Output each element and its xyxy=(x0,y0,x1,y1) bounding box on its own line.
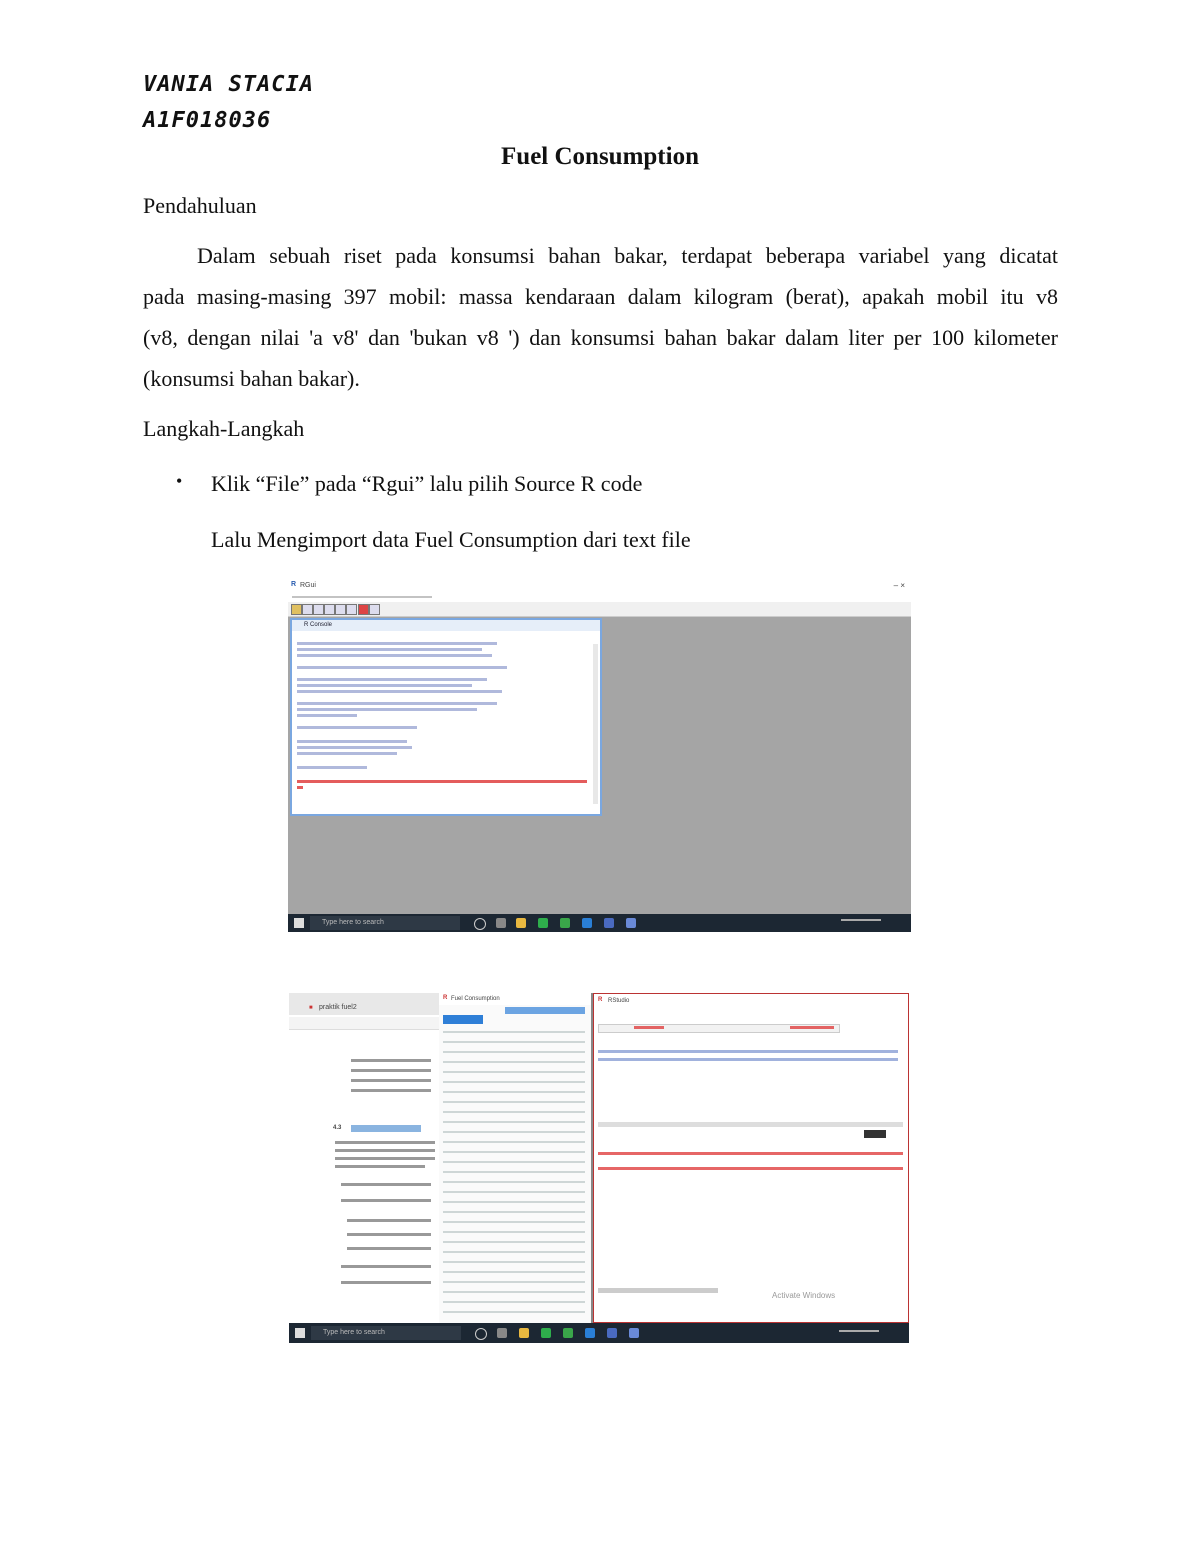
console-line xyxy=(297,752,397,755)
bullet-marker: • xyxy=(176,471,183,491)
console-line xyxy=(297,690,502,693)
pdf-text-line xyxy=(341,1281,431,1284)
load-workspace-icon xyxy=(302,604,313,615)
author-id: A1F018036 xyxy=(143,108,272,133)
fuel-data-viewer xyxy=(439,993,593,1323)
console-line xyxy=(297,740,407,743)
chrome-icon[interactable] xyxy=(560,918,570,928)
system-tray xyxy=(841,919,881,921)
task-view-icon[interactable] xyxy=(496,918,506,928)
data-row xyxy=(443,1051,585,1053)
data-row xyxy=(443,1241,585,1243)
browser-pane xyxy=(289,993,440,1323)
rgui-toolbar xyxy=(288,602,911,617)
step-1-subtext: Lalu Mengimport data Fuel Consumption dari text file xyxy=(211,527,691,552)
data-row xyxy=(443,1151,585,1153)
data-row xyxy=(443,1191,585,1193)
steps-heading: Langkah-Langkah xyxy=(143,416,305,441)
save-workspace-icon xyxy=(313,604,324,615)
r-logo-icon: R xyxy=(291,581,297,588)
data-row xyxy=(443,1231,585,1233)
pdf-text-line xyxy=(347,1233,431,1236)
console-line xyxy=(297,726,417,729)
console-command xyxy=(598,1152,903,1155)
rgui-screenshot xyxy=(288,580,911,932)
data-row xyxy=(443,1081,585,1083)
copy-paste-icon xyxy=(346,604,357,615)
data-viewer-title: Fuel Consumption xyxy=(451,996,500,1002)
word-icon[interactable] xyxy=(604,918,614,928)
file-explorer-icon[interactable] xyxy=(519,1328,529,1338)
data-viewer-titlebar xyxy=(439,993,591,1005)
pdf-text-line xyxy=(351,1079,431,1082)
print-icon xyxy=(369,604,380,615)
window-controls: – × xyxy=(893,581,905,590)
pdf-highlight xyxy=(351,1125,421,1132)
stop-icon xyxy=(358,604,369,615)
rgui-titlebar xyxy=(288,580,911,592)
browser-tabbar xyxy=(289,993,439,1015)
pdf-text-line xyxy=(335,1141,435,1144)
taskbar-search[interactable]: Type here to search xyxy=(310,916,460,930)
windows-start-icon[interactable] xyxy=(295,1328,305,1338)
toolbar-highlight[interactable] xyxy=(790,1026,834,1029)
data-row xyxy=(443,1311,585,1313)
data-row xyxy=(443,1131,585,1133)
pdf-text-line xyxy=(341,1265,431,1268)
selected-cell[interactable] xyxy=(443,1015,483,1024)
console-line xyxy=(297,684,472,687)
toolbar-highlight[interactable] xyxy=(634,1026,664,1029)
spotify-icon[interactable] xyxy=(538,918,548,928)
pdf-text-line xyxy=(341,1199,431,1202)
console-line xyxy=(297,714,357,717)
console-command-line xyxy=(297,780,587,783)
pdf-text-line xyxy=(335,1149,435,1152)
console-line xyxy=(297,746,412,749)
data-row xyxy=(443,1111,585,1113)
author-name: VANIA STACIA xyxy=(143,72,314,97)
pdf-text-line xyxy=(347,1247,431,1250)
data-row xyxy=(443,1041,585,1043)
r-logo-icon: R xyxy=(443,995,448,1001)
pdf-text-line xyxy=(351,1089,431,1092)
pdf-text-line xyxy=(351,1069,431,1072)
r-console-title: R Console xyxy=(292,620,600,631)
rstudio-titlebar xyxy=(594,994,908,1008)
data-row xyxy=(443,1291,585,1293)
pdf-text-line xyxy=(351,1059,431,1062)
pdf-text-line xyxy=(335,1165,425,1168)
edge-icon[interactable] xyxy=(585,1328,595,1338)
console-line xyxy=(297,642,497,645)
r-logo-icon: R xyxy=(598,997,603,1003)
data-row xyxy=(443,1271,585,1273)
intro-line-4: (konsumsi bahan bakar). xyxy=(143,366,360,391)
intro-line-1: Dalam sebuah riset pada konsumsi bahan bakar, terdapat beberapa variabel yang dicatat xyxy=(197,243,1058,268)
intro-line-2: pada masing-masing 397 mobil: massa kendaraan dalam kilogram (berat), apakah mobil itu v8 xyxy=(143,284,1058,309)
windows-start-icon[interactable] xyxy=(294,918,304,928)
console-line xyxy=(297,766,367,769)
taskbar-search[interactable]: Type here to search xyxy=(311,1326,461,1340)
data-row xyxy=(443,1211,585,1213)
pdf-section-number: 4.3 xyxy=(333,1125,342,1131)
document-title: Fuel Consumption xyxy=(501,143,699,170)
data-row xyxy=(443,1141,585,1143)
console-line xyxy=(297,666,507,669)
paste-icon xyxy=(335,604,346,615)
intro-line-3: (v8, dengan nilai 'a v8' dan 'bukan v8 ') dan konsumsi bahan bakar dalam liter per 100 kilometer xyxy=(143,325,1058,350)
data-row xyxy=(443,1261,585,1263)
data-row xyxy=(443,1101,585,1103)
intro-paragraph xyxy=(143,235,1058,399)
console-line xyxy=(297,678,487,681)
data-row xyxy=(443,1061,585,1063)
console-line xyxy=(297,702,497,705)
data-row xyxy=(443,1071,585,1073)
activate-windows-watermark: Activate Windows xyxy=(772,1291,836,1300)
rgui-taskbar-icon[interactable] xyxy=(629,1328,639,1338)
pdf-text-line xyxy=(341,1183,431,1186)
column-header[interactable] xyxy=(505,1007,585,1014)
console-button[interactable] xyxy=(864,1130,886,1138)
console-prompt xyxy=(297,786,303,789)
system-tray xyxy=(839,1330,879,1332)
script-line xyxy=(598,1058,898,1061)
data-row xyxy=(443,1301,585,1303)
console-command xyxy=(598,1167,903,1170)
open-script-icon xyxy=(291,604,302,615)
menu-items xyxy=(292,596,432,598)
word-icon[interactable] xyxy=(607,1328,617,1338)
fuel-data-screenshot xyxy=(289,993,909,1343)
rstudio-title: RStudio xyxy=(608,998,630,1004)
data-row xyxy=(443,1031,585,1033)
console-scrollbar[interactable] xyxy=(598,1288,718,1293)
data-row xyxy=(443,1181,585,1183)
rgui-taskbar-icon[interactable] xyxy=(626,918,636,928)
rgui-window-title: RGui xyxy=(300,582,316,589)
data-row xyxy=(443,1201,585,1203)
windows-taskbar xyxy=(288,914,911,932)
script-line xyxy=(598,1050,898,1053)
rgui-menubar xyxy=(288,592,911,602)
data-row xyxy=(443,1281,585,1283)
data-row xyxy=(443,1161,585,1163)
browser-tab-title[interactable]: praktik fuel2 xyxy=(319,1004,357,1011)
data-row xyxy=(443,1221,585,1223)
console-scrollbar[interactable] xyxy=(593,644,598,804)
task-view-icon[interactable] xyxy=(497,1328,507,1338)
data-row xyxy=(443,1251,585,1253)
pdf-icon: ■ xyxy=(309,1005,313,1011)
r-console-window xyxy=(290,618,602,816)
edge-icon[interactable] xyxy=(582,918,592,928)
data-row xyxy=(443,1171,585,1173)
pdf-text-line xyxy=(335,1157,435,1160)
copy-icon xyxy=(324,604,335,615)
console-line xyxy=(297,648,482,651)
intro-heading: Pendahuluan xyxy=(143,193,257,218)
cortana-icon[interactable] xyxy=(474,918,486,930)
data-row xyxy=(443,1121,585,1123)
console-line xyxy=(297,654,492,657)
spotify-icon[interactable] xyxy=(541,1328,551,1338)
step-1-text: Klik “File” pada “Rgui” lalu pilih Source R code xyxy=(211,471,643,496)
cortana-icon[interactable] xyxy=(475,1328,487,1340)
editor-scrollbar[interactable] xyxy=(598,1122,903,1127)
chrome-icon[interactable] xyxy=(563,1328,573,1338)
windows-taskbar xyxy=(289,1323,909,1343)
pdf-text-line xyxy=(347,1219,431,1222)
rstudio-pane xyxy=(593,993,909,1323)
console-line xyxy=(297,708,477,711)
file-explorer-icon[interactable] xyxy=(516,918,526,928)
browser-addressbar[interactable] xyxy=(289,1017,439,1030)
data-row xyxy=(443,1091,585,1093)
